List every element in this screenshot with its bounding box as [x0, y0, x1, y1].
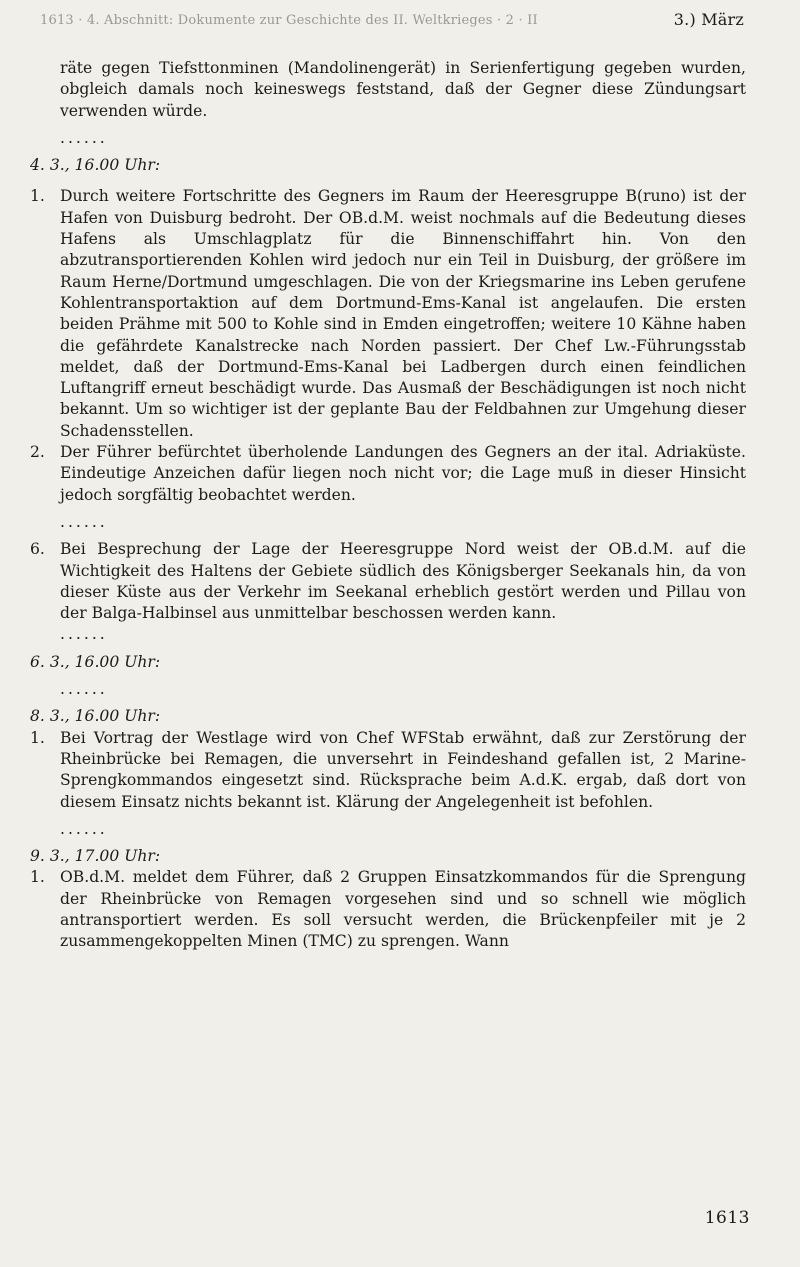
continuation-paragraph: räte gegen Tiefsttonminen (Mandolinengerät) in Serienfertigung gegeben wurden, obgleich damals noch keineswegs feststand, daß der Gegner diese Zündungsart verwenden würde.	[60, 59, 746, 120]
item-text: Bei Besprechung der Lage der Heeresgruppe Nord weist der OB.d.M. auf die Wichtigkeit des Haltens der Gebiete südlich des Königsberger Seekanals hin, da von dieser Küste aus der Verkehr im Seekanal erheblich gestört werden und Pillau von der Balga-Halbinsel aus unmittelbar beschossen werden kann.	[60, 540, 746, 623]
ellipsis: ......	[60, 680, 108, 699]
ellipsis: ......	[60, 625, 108, 644]
item-number: 2.	[30, 443, 45, 462]
item-text: Der Führer befürchtet überholende Landungen des Gegners an der ital. Adriaküste. Eindeutige Anzeichen dafür liegen noch nicht vor; die Lage muß in dieser Hinsicht jedoch sorgfältig beobachtet werden.	[60, 443, 746, 504]
numbered-item	[30, 442, 746, 506]
numbered-item	[30, 728, 746, 813]
date-heading: 4. 3., 16.00 Uhr:	[30, 156, 161, 175]
item-text: OB.d.M. meldet dem Führer, daß 2 Gruppen Einsatzkommandos für die Sprengung der Rheinbrücke von Remagen vorgesehen sind und so schnell wie möglich antransportiert werden. Es soll versucht werden, die Brückenpfeiler mit je 2 zusammengekoppelten Minen (TMC) zu sprengen. Wann	[60, 868, 746, 951]
item-number: 1.	[30, 187, 45, 206]
item-number: 6.	[30, 540, 45, 559]
date-heading: 8. 3., 16.00 Uhr:	[30, 707, 161, 726]
date-heading: 9. 3., 17.00 Uhr:	[30, 847, 161, 866]
document-body	[30, 58, 746, 953]
numbered-item	[30, 186, 746, 442]
numbered-item	[30, 867, 746, 952]
ellipsis: ......	[60, 819, 108, 838]
running-head	[40, 10, 744, 34]
section-marker: 3.) März	[673, 10, 744, 29]
item-text: Durch weitere Fortschritte des Gegners im Raum der Heeresgruppe B(runo) ist der Hafen von Duisburg bedroht. Der OB.d.M. weist nochmals auf die Bedeutung dieses Hafens als Umschlagplatz für die Binnenschiffahrt hin. Von den abzutransportierenden Kohlen wird jedoch nur ein Teil in Duisburg, der größere im Raum Herne/Dortmund umgeschlagen. Die von der Kriegsmarine ins Leben gerufene Kohlentransportaktion auf dem Dortmund-Ems-Kanal ist angelaufen. Die ersten beiden Prähme mit 500 to Kohle sind in Emden eingetroffen; weitere 10 Kähne haben die gefährdete Kanalstrecke nach Norden passiert. Der Chef Lw.-Führungsstab meldet, daß der Dortmund-Ems-Kanal bei Ladbergen durch einen feindlichen Luftangriff erneut beschädigt wurde. Das Ausmaß der Beschädigungen ist noch nicht bekannt. Um so wichtiger ist der geplante Bau der Feldbahnen zur Umgehung dieser Schadensstellen.	[60, 187, 746, 440]
item-text: Bei Vortrag der Westlage wird von Chef WFStab erwähnt, daß zur Zerstörung der Rheinbrücke bei Remagen, die unversehrt in Feindeshand gefallen ist, 2 Marine-Sprengkommandos eingesetzt sind. Rücksprache beim A.d.K. ergab, daß dort von diesem Einsatz nichts bekannt ist. Klärung der Angelegenheit ist befohlen.	[60, 728, 746, 811]
ellipsis: ......	[60, 128, 108, 147]
item-number: 1.	[30, 728, 45, 747]
ellipsis: ......	[60, 512, 108, 531]
page-number: 1613	[704, 1208, 750, 1228]
date-heading: 6. 3., 16.00 Uhr:	[30, 652, 161, 671]
running-head-title: 1613 · 4. Abschnitt: Dokumente zur Geschichte des II. Weltkrieges · 2 · II	[40, 13, 538, 28]
item-number: 1.	[30, 868, 45, 887]
numbered-item	[30, 539, 746, 624]
